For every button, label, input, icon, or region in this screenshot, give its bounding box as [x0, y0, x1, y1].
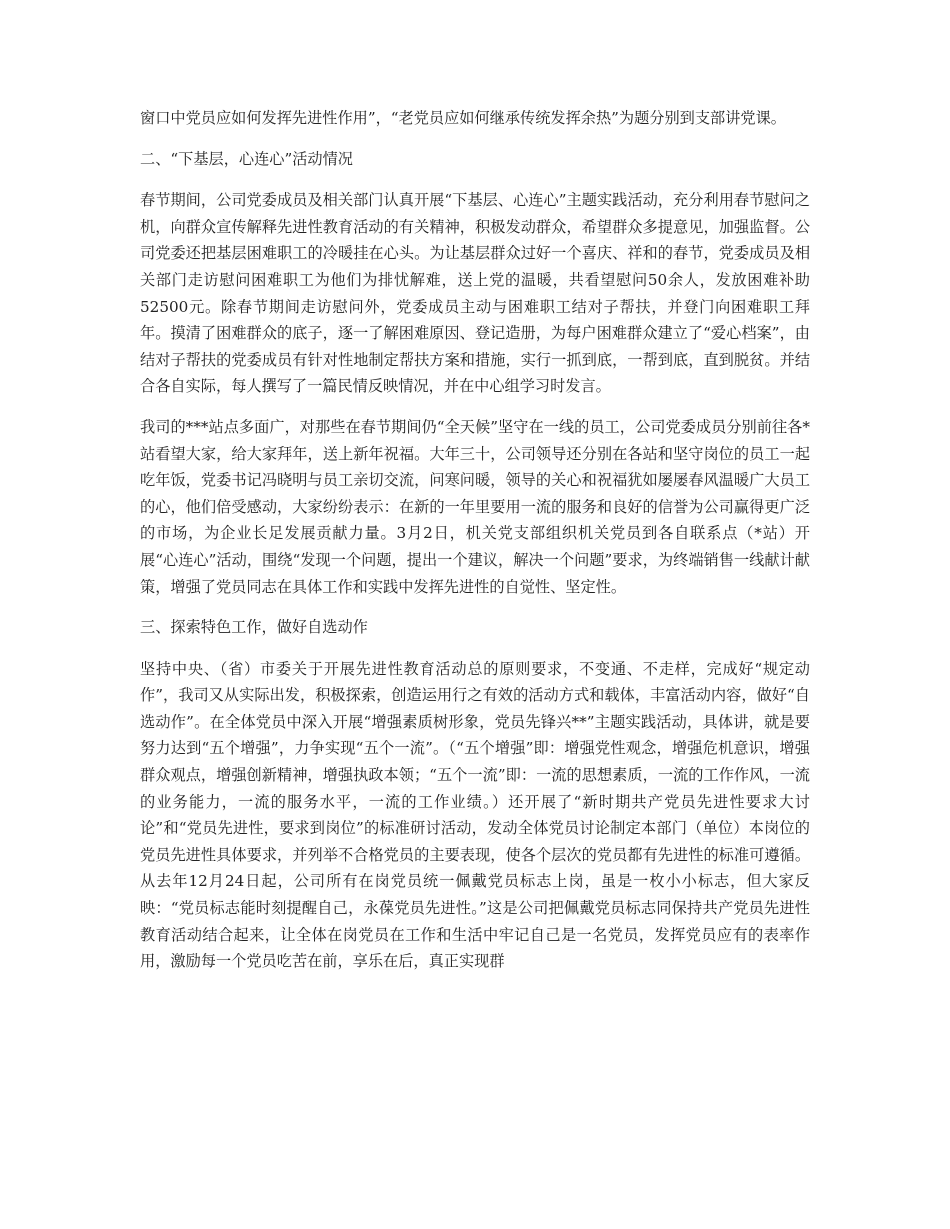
- paragraph-spring-festival: 春节期间，公司党委成员及相关部门认真开展“下基层、心连心”主题实践活动，充分利用春节慰问之机，向群众宣传解释先进性教育活动的有关精神，积极发动群众，希望群众多提意见，加强监督。公司党委还把基层困难职工的冷暖挂在心头。为让基层群众过好一个喜庆、祥和的春节，党委成员及相关部门走访慰问困难职工为他们为排忧解难，送上党的温暖，共看望慰问50余人，发放困难补助52500元。除春节期间走访慰问外，党委成员主动与困难职工结对子帮扶，并登门向困难职工拜年。摸清了困难群众的底子，逐一了解困难原因、登记造册，为每户困难群众建立了“爱心档案”，由结对子帮扶的党委成员有针对性地制定帮扶方案和措施，实行一抓到底，一帮到底，直到脱贫。并结合各自实际，每人撰写了一篇民情反映情况，并在中心组学习时发言。: [140, 191, 810, 396]
- document-page: [140, 105, 810, 989]
- section-heading-2: 二、“下基层，心连心”活动情况: [140, 149, 353, 168]
- paragraph-special-work: 坚持中央、（省）市委关于开展先进性教育活动总的原则要求，不变通、不走样，完成好“规定动作”，我司又从实际出发，积极探索，创造运用行之有效的活动方式和载体，丰富活动内容，做好“自选动作”。在全体党员中深入开展“增强素质树形象，党员先锋兴**”主题实践活动，具体讲，就是要努力达到“五个增强”，力争实现“五个一流”。（“五个增强”即：增强党性观念，增强危机意识，增强群众观点，增强创新精神，增强执政本领；“五个一流”即：一流的思想素质，一流的工作作风，一流的业务能力，一流的服务水平，一流的工作业绩。）还开展了“新时期共产党员先进性要求大讨论”和“党员先进性，要求到岗位”的标准研讨活动，发动全体党员讨论制定本部门（单位）本岗位的党员先进性具体要求，并列举不合格党员的主要表现，使各个层次的党员都有先进性的标准可遵循。从去年12月24日起，公司所有在岗党员统一佩戴党员标志上岗，虽是一枚小小标志，但大家反映：“党员标志能时刻提醒自己，永葆党员先进性。”这是公司把佩戴党员标志同保持共产党员先进性教育活动结合起来，让全体在岗党员在工作和生活中牢记自己是一名党员，发挥党员应有的表率作用，激励每一个党员吃苦在前，享乐在后，真正实现群: [140, 659, 810, 971]
- paragraph-stations-visit: 我司的***站点多面广，对那些在春节期间仍“全天候”坚守在一线的员工，公司党委成员分别前往各*站看望大家，给大家拜年，送上新年祝福。大年三十，公司领导还分别在各站和坚守岗位的员工一起吃年饭，党委书记冯晓明与员工亲切交流，问寒问暖，领导的关心和祝福犹如屡屡春风温暖广大员工的心，他们倍受感动，大家纷纷表示：在新的一年里要用一流的服务和良好的信誉为公司赢得更广泛的市场，为企业长足发展贡献力量。3月2日，机关党支部组织机关党员到各自联系点（*站）开展“心连心”活动，围绕“发现一个问题，提出一个建议，解决一个问题”要求，为终端销售一线献计献策，增强了党员同志在具体工作和实践中发挥先进性的自觉性、坚定性。: [140, 417, 810, 596]
- section-heading-3: 三、探索特色工作，做好自选动作: [140, 618, 368, 637]
- paragraph-continued: 窗口中党员应如何发挥先进性作用”，“老党员应如何继承传统发挥余热”为题分别到支部讲党课。: [140, 109, 786, 127]
